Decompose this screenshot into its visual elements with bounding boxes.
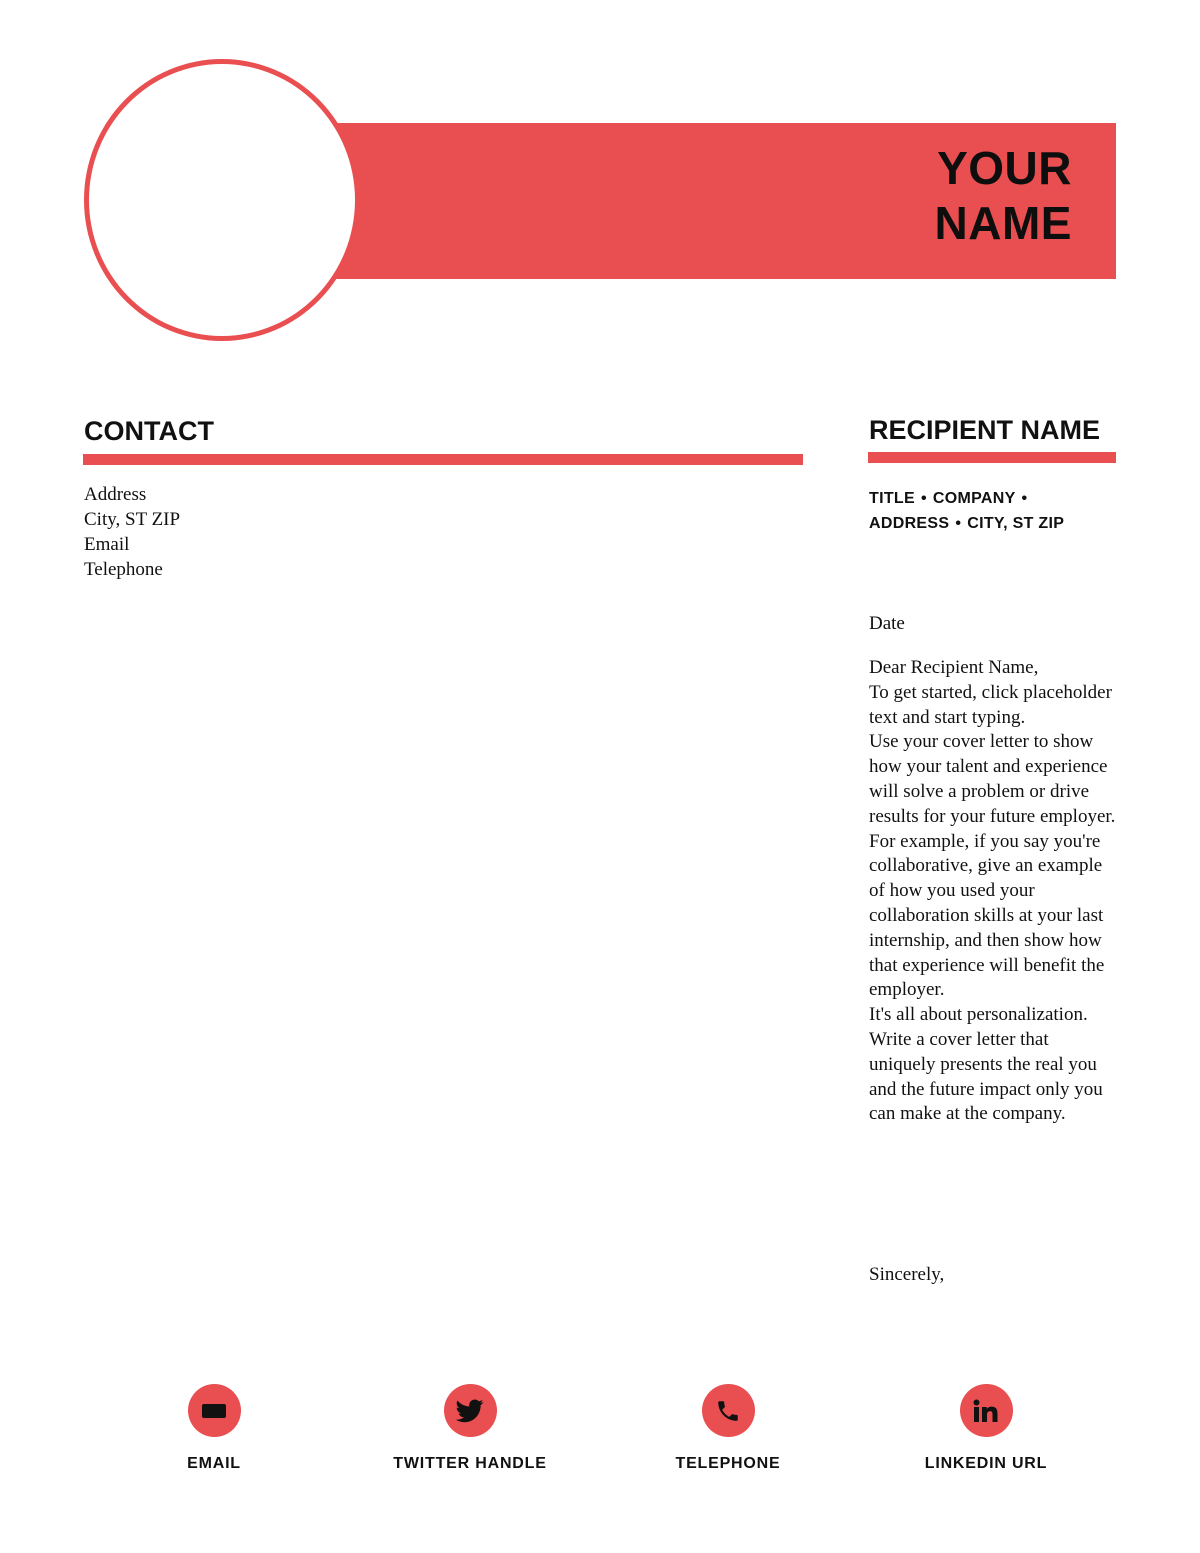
name-line-1: YOUR [937, 142, 1072, 194]
contact-address: Address [84, 484, 147, 505]
footer-telephone[interactable] [608, 1384, 848, 1473]
recipient-company: COMPANY [932, 490, 1016, 507]
footer-linkedin[interactable] [866, 1384, 1106, 1473]
email-icon [188, 1384, 241, 1437]
contact-details[interactable] [84, 482, 180, 582]
footer-twitter[interactable] [350, 1384, 590, 1473]
contact-telephone: Telephone [84, 559, 163, 580]
footer-email[interactable] [94, 1384, 334, 1473]
contact-email: Email [84, 534, 130, 555]
letter-paragraph: It's all about personalization. Write a cover letter that uniquely presents the real you and the future impact only you can make at the company. [869, 1004, 1103, 1125]
recipient-meta-line-2 [869, 512, 1129, 537]
profile-photo-placeholder[interactable] [84, 59, 360, 341]
recipient-title: TITLE [869, 490, 915, 507]
letter-salutation: Dear Recipient Name, [869, 657, 1039, 678]
letter-date[interactable]: Date [869, 613, 905, 634]
footer-telephone-label: TELEPHONE [675, 1455, 781, 1472]
recipient-name-heading[interactable]: RECIPIENT NAME [869, 415, 1101, 445]
twitter-icon [444, 1384, 497, 1437]
name-line-2: NAME [934, 197, 1072, 249]
phone-icon [702, 1384, 755, 1437]
contact-heading: CONTACT [84, 416, 214, 446]
footer-linkedin-label: LINKEDIN URL [924, 1455, 1048, 1472]
recipient-divider [868, 452, 1116, 463]
contact-divider [83, 454, 803, 465]
letter-paragraph: Use your cover letter to show how your talent and experience will solve a problem or drive results for your future employer. For example, if you say you're collaborative, give an example of how you used your collaboration skills at your last internship, and then show how that experience will benefit the employer. [869, 731, 1116, 1001]
linkedin-icon [960, 1384, 1013, 1437]
letter-closing[interactable]: Sincerely, [869, 1264, 945, 1285]
separator-dot: • [1021, 490, 1028, 507]
letter-paragraph: To get started, click placeholder text and start typing. [869, 681, 1112, 728]
recipient-details[interactable] [869, 487, 1129, 536]
recipient-meta-line-1 [869, 487, 1129, 512]
recipient-address: ADDRESS [869, 514, 950, 532]
your-name-heading[interactable] [935, 141, 1072, 251]
letter-body[interactable] [869, 656, 1119, 1127]
recipient-city-st-zip: CITY, ST ZIP [967, 514, 1065, 532]
separator-dot: • [955, 514, 962, 532]
contact-city-st-zip: City, ST ZIP [84, 509, 181, 530]
separator-dot: • [920, 490, 927, 507]
footer-twitter-label: TWITTER HANDLE [393, 1455, 547, 1472]
footer-email-label: EMAIL [187, 1455, 241, 1472]
